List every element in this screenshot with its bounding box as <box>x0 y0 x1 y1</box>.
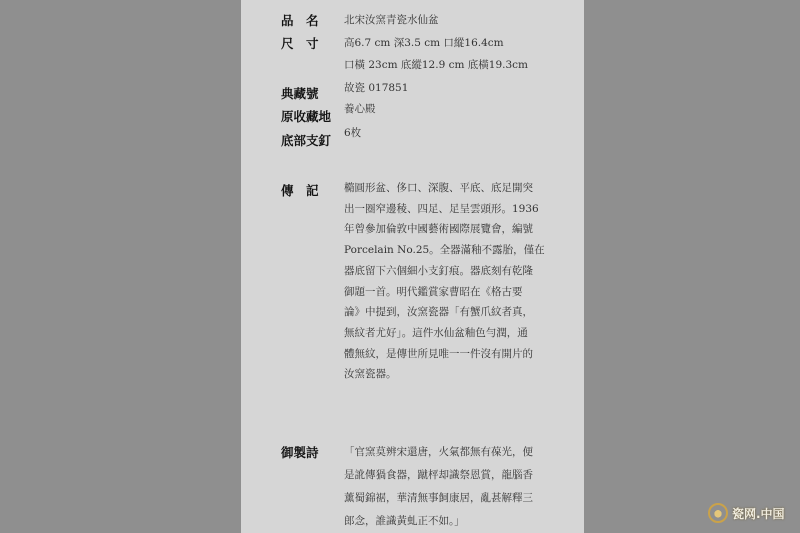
biography-line: 器底留下六個細小支釘痕。器底刻有乾隆 <box>344 264 533 277</box>
poem-text <box>344 441 554 533</box>
biography-line: 出一圈窄邊稜、四足、足呈雲頭形。1936 <box>344 202 539 215</box>
biography-line: 年曾參加倫敦中國藝術國際展覽會，編號 <box>344 223 533 236</box>
bottom-nails-label: 底部支釘 <box>281 133 332 148</box>
biography-line: 御題一首。明代鑑賞家曹昭在《格古要 <box>344 285 523 298</box>
poem-label: 御製詩 <box>281 445 319 460</box>
poem-line: 薰蜀錦裾，華清無事飼康居，亂甚解釋三 <box>344 492 533 504</box>
biography-label: 傳 記 <box>281 183 319 198</box>
biography-line: 橢圓形盆、侈口、深腹、平底、底足開突 <box>344 182 533 194</box>
biography-line: 體無紋，是傳世所見唯一一件沒有開片的 <box>344 347 533 360</box>
size-value-line2: 口橫 23cm 底縱12.9 cm 底橫19.3cm <box>344 59 528 71</box>
collection-no-label: 典藏號 <box>281 86 319 101</box>
poem-line: 「官窯莫辨宋還唐，火氣都無有葆光，便 <box>344 446 533 458</box>
name-value: 北宋汝窯青瓷水仙盆 <box>344 14 439 26</box>
name-label: 品 名 <box>281 13 319 28</box>
collection-no-value: 故瓷 017851 <box>344 82 409 94</box>
site-watermark <box>708 498 798 528</box>
seal-logo-icon <box>708 503 728 523</box>
biography-line: 論》中提到，汝窯瓷器「有蟹爪紋者真， <box>344 306 533 319</box>
original-location-label: 原收藏地 <box>281 109 332 124</box>
size-value-line1: 高6.7 cm 深3.5 cm 口縱16.4cm <box>344 37 504 49</box>
biography-line: Porcelain No.25。全器滿釉不露胎，僅在 <box>344 244 545 257</box>
bottom-nails-value: 6枚 <box>344 127 362 139</box>
biography-line: 汝窯瓷器。 <box>344 368 397 381</box>
biography-text <box>344 178 554 385</box>
biography-line: 無紋者尤好」。這件水仙盆釉色勻潤，通 <box>344 326 528 339</box>
poem-line: 郎念，誰識黃虬正不如。」 <box>344 515 465 527</box>
original-location-value: 養心殿 <box>344 103 376 115</box>
document-page <box>241 0 584 533</box>
watermark-text: 瓷网.中国 <box>732 506 785 521</box>
size-label: 尺 寸 <box>281 36 319 51</box>
poem-line: 是訛傳猧食器，蹴枰却識祭恩賞，龍腦香 <box>344 469 533 481</box>
